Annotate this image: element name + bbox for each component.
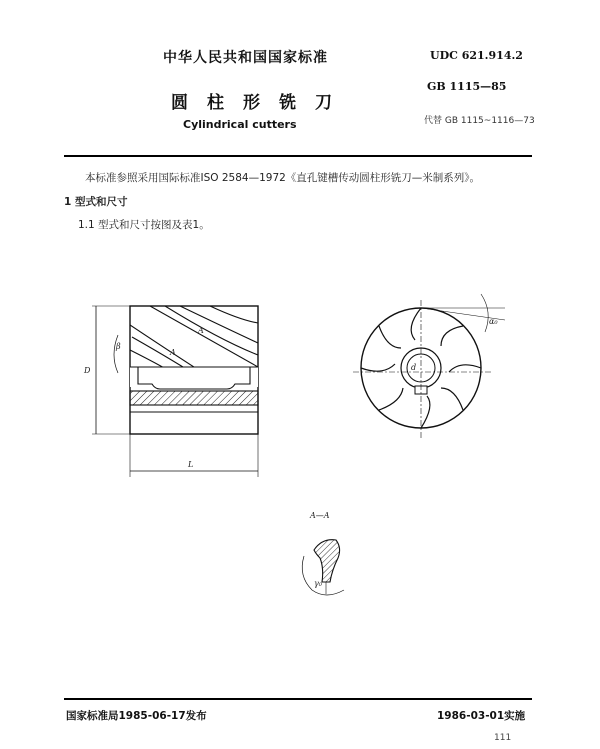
header-rule bbox=[64, 155, 532, 157]
section-mark-lower: A bbox=[170, 348, 176, 357]
alpha-label: α₀ bbox=[489, 317, 498, 326]
beta-label: β bbox=[116, 342, 121, 351]
section-1-1-text: 1.1 型式和尺寸按图及表1。 bbox=[78, 219, 210, 231]
page-number: 111 bbox=[494, 733, 512, 743]
intro-paragraph: 本标准参照采用国际标准ISO 2584—1972《直孔键槽传动圆柱形铣刀—米制系列》。 bbox=[85, 172, 481, 184]
cutter-end-view bbox=[345, 288, 525, 448]
document-title: 圆柱形铣刀 bbox=[171, 93, 351, 113]
bore-d-label: d bbox=[411, 363, 417, 372]
gb-number: GB 1115—85 bbox=[427, 80, 507, 93]
gamma-label: γ₀ bbox=[314, 579, 322, 588]
issued-date: 国家标准局1985-06-17发布 bbox=[66, 710, 207, 722]
cutter-side-view bbox=[80, 295, 280, 485]
udc-code: UDC 621.914.2 bbox=[430, 49, 523, 62]
section-title: A—A bbox=[310, 511, 330, 520]
section-1-heading: 1 型式和尺寸 bbox=[64, 196, 128, 208]
standard-title: 中华人民共和国国家标准 bbox=[163, 50, 328, 66]
effective-date: 1986-03-01实施 bbox=[437, 710, 526, 722]
length-label: L bbox=[188, 460, 194, 469]
section-mark-upper: A bbox=[198, 326, 204, 335]
section-a-a-view bbox=[290, 510, 370, 600]
english-title: Cylindrical cutters bbox=[183, 118, 297, 131]
diameter-label: D bbox=[84, 366, 91, 375]
footer-rule bbox=[64, 698, 532, 700]
replaces-note: 代替 GB 1115~1116—73 bbox=[424, 116, 535, 126]
